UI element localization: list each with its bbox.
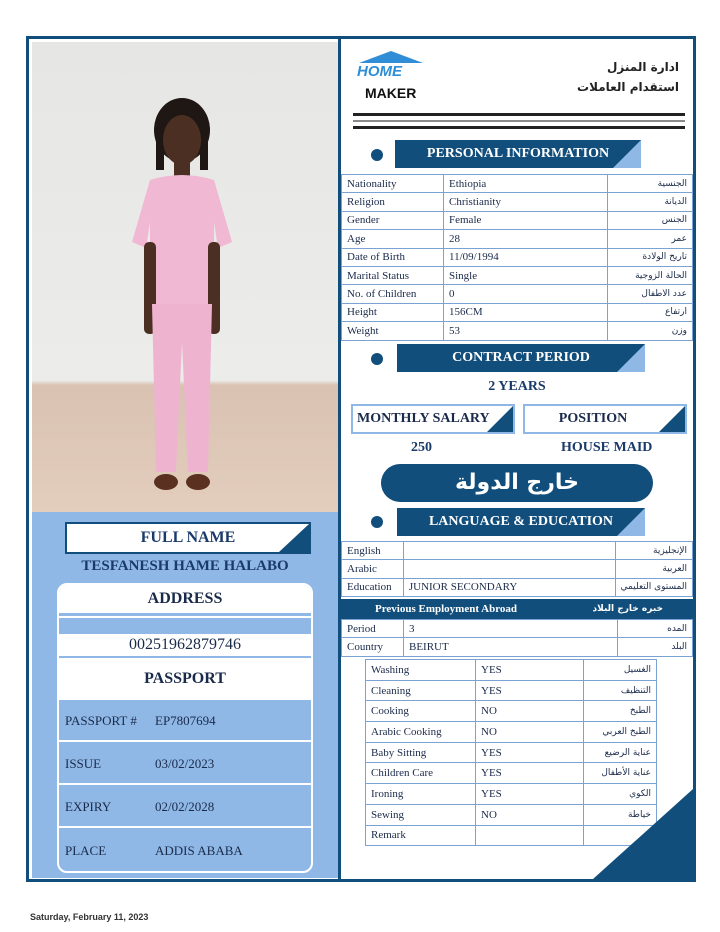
row-label-ar: المده xyxy=(618,620,693,638)
row-value: Ethiopia xyxy=(444,175,608,193)
skill-label: Remark xyxy=(366,825,476,846)
row-value: 11/09/1994 xyxy=(444,248,608,266)
row-label: Marital Status xyxy=(342,266,444,284)
section-title-personal xyxy=(395,140,641,168)
skill-row xyxy=(366,763,657,784)
monthly-salary-box xyxy=(351,404,515,434)
candidate-photo xyxy=(32,42,338,512)
table-row xyxy=(342,322,693,340)
house-roof-icon xyxy=(359,51,423,63)
row-value: 28 xyxy=(444,230,608,248)
table-row xyxy=(342,285,693,303)
passport-row-label: EXPIRY xyxy=(65,799,112,814)
table-row xyxy=(342,560,693,578)
skill-value xyxy=(476,825,584,846)
agency-line: ادارة المنزل xyxy=(607,60,679,74)
row-label-ar: البلد xyxy=(618,638,693,656)
row-value: 53 xyxy=(444,322,608,340)
previous-employment-title: Previous Employment Abroad xyxy=(375,603,517,615)
skill-row xyxy=(366,722,657,743)
table-row xyxy=(342,211,693,229)
position-value: HOUSE MAID xyxy=(561,440,653,455)
skill-label-ar: عناية الأطفال xyxy=(584,763,657,784)
passport-row-label: PASSPORT # xyxy=(65,713,137,728)
header-rule xyxy=(353,113,685,133)
row-label: Height xyxy=(342,303,444,321)
passport-row-label: PLACE xyxy=(65,843,107,858)
address-label: ADDRESS xyxy=(59,585,311,613)
row-value: BEIRUT xyxy=(404,638,618,656)
previous-employment-title-ar: خبره خارج البلاد xyxy=(592,604,663,614)
table-row xyxy=(342,542,693,560)
skill-label-ar: عناية الرضيع xyxy=(584,742,657,763)
row-label: Education xyxy=(342,578,404,596)
row-label: No. of Children xyxy=(342,285,444,303)
table-row xyxy=(342,578,693,596)
passport-row-value: 03/02/2023 xyxy=(155,756,215,771)
table-row xyxy=(342,193,693,211)
agency-name xyxy=(577,57,679,97)
skill-label: Ironing xyxy=(366,784,476,805)
row-label-ar: ارتفاع xyxy=(608,303,693,321)
right-panel xyxy=(341,39,693,879)
previous-employment-table xyxy=(341,619,693,657)
row-label: Date of Birth xyxy=(342,248,444,266)
passport-row-label: ISSUE xyxy=(65,756,102,771)
phone-value: 00251962879746 xyxy=(59,634,311,656)
table-row xyxy=(342,248,693,266)
address-value xyxy=(59,616,311,632)
skill-value: YES xyxy=(476,784,584,805)
row-value: 3 xyxy=(404,620,618,638)
table-row xyxy=(342,175,693,193)
skill-value: NO xyxy=(476,722,584,743)
decorative-triangle xyxy=(659,406,685,432)
row-label: Religion xyxy=(342,193,444,211)
passport-row-value: EP7807694 xyxy=(155,713,216,728)
bullet-icon xyxy=(371,516,383,528)
row-value: Female xyxy=(444,211,608,229)
row-label-ar: المستوى التعليمي xyxy=(615,578,692,596)
skill-label: Sewing xyxy=(366,804,476,825)
row-label-ar: الجنسية xyxy=(608,175,693,193)
skills-section xyxy=(365,659,651,846)
row-value xyxy=(403,542,615,560)
personal-info-table xyxy=(341,174,693,341)
abroad-banner: خارج الدولة xyxy=(381,464,653,502)
skill-value: YES xyxy=(476,742,584,763)
skill-row xyxy=(366,742,657,763)
row-value: JUNIOR SECONDARY xyxy=(403,578,615,596)
footer-date: Saturday, February 11, 2023 xyxy=(30,912,149,922)
decorative-triangle xyxy=(617,344,645,372)
table-row xyxy=(342,230,693,248)
row-label-ar: الإنجليزية xyxy=(615,542,692,560)
skill-row xyxy=(366,680,657,701)
table-row xyxy=(342,303,693,321)
fullname-label-box xyxy=(65,522,311,554)
decorative-triangle xyxy=(617,508,645,536)
row-value: Christianity xyxy=(444,193,608,211)
fullname-value: TESFANESH HAME HALABO xyxy=(81,558,289,574)
skill-row xyxy=(366,660,657,681)
bullet-icon xyxy=(371,149,383,161)
row-label-ar: الحالة الزوجية xyxy=(608,266,693,284)
row-value xyxy=(403,560,615,578)
skill-label: Cleaning xyxy=(366,680,476,701)
skill-value: YES xyxy=(476,763,584,784)
cv-card xyxy=(26,36,696,882)
logo-home-text: HOME xyxy=(357,63,402,80)
table-row xyxy=(342,638,693,656)
homemaker-logo xyxy=(355,51,425,105)
contract-period-value: 2 YEARS xyxy=(488,379,546,394)
section-title-text: LANGUAGE & EDUCATION xyxy=(428,514,614,529)
skill-value: NO xyxy=(476,701,584,722)
skill-row xyxy=(366,701,657,722)
monthly-salary-label: MONTHLY SALARY xyxy=(357,411,490,426)
passport-row-value: 02/02/2028 xyxy=(155,799,215,814)
skill-label-ar: الطبخ العربي xyxy=(584,722,657,743)
logo-maker-text: MAKER xyxy=(365,85,417,101)
fullname-label: FULL NAME xyxy=(140,529,236,546)
decorative-triangle xyxy=(487,406,513,432)
left-panel xyxy=(32,42,338,878)
bullet-icon xyxy=(371,353,383,365)
row-label: Age xyxy=(342,230,444,248)
row-label-ar: عمر xyxy=(608,230,693,248)
agency-line: استقدام العاملات xyxy=(577,80,679,94)
row-label: Weight xyxy=(342,322,444,340)
decorative-triangle xyxy=(613,140,641,168)
row-label: Arabic xyxy=(342,560,404,578)
language-table xyxy=(341,541,693,597)
skill-label: Baby Sitting xyxy=(366,742,476,763)
row-value: 0 xyxy=(444,285,608,303)
decorative-triangle xyxy=(279,524,309,552)
row-value: Single xyxy=(444,266,608,284)
skill-value: NO xyxy=(476,804,584,825)
row-label: Country xyxy=(342,638,404,656)
passport-row xyxy=(59,831,311,871)
passport-row xyxy=(59,745,311,785)
salary-value: 250 xyxy=(411,440,432,455)
passport-row xyxy=(59,702,311,742)
table-row xyxy=(342,266,693,284)
row-label-ar: العربية xyxy=(615,560,692,578)
section-title-language xyxy=(397,508,645,536)
skill-label-ar: خياطة xyxy=(584,804,657,825)
decorative-corner xyxy=(593,789,693,879)
skill-label-ar: الغسيل xyxy=(584,660,657,681)
row-label: Period xyxy=(342,620,404,638)
row-label-ar: الجنس xyxy=(608,211,693,229)
table-row xyxy=(342,620,693,638)
skill-value: YES xyxy=(476,660,584,681)
skill-value: YES xyxy=(476,680,584,701)
candidate-figure xyxy=(32,42,338,512)
row-value: 156CM xyxy=(444,303,608,321)
skill-label: Arabic Cooking xyxy=(366,722,476,743)
row-label: Gender xyxy=(342,211,444,229)
row-label-ar: الديانة xyxy=(608,193,693,211)
row-label: English xyxy=(342,542,404,560)
row-label-ar: تاريخ الولادة xyxy=(608,248,693,266)
passport-row-value: ADDIS ABABA xyxy=(155,843,243,858)
row-label-ar: وزن xyxy=(608,322,693,340)
row-label: Nationality xyxy=(342,175,444,193)
section-title-contract xyxy=(397,344,645,372)
passport-label: PASSPORT xyxy=(59,658,311,700)
skill-label-ar: التنظيف xyxy=(584,680,657,701)
skill-label: Cooking xyxy=(366,701,476,722)
previous-employment-bar xyxy=(341,599,693,619)
skill-label-ar: الكوي xyxy=(584,784,657,805)
section-title-text: PERSONAL INFORMATION xyxy=(426,146,610,161)
position-label: POSITION xyxy=(558,411,628,426)
skill-label: Washing xyxy=(366,660,476,681)
row-label-ar: عدد الاطفال xyxy=(608,285,693,303)
skill-label-ar: الطبخ xyxy=(584,701,657,722)
section-title-text: CONTRACT PERIOD xyxy=(452,350,590,365)
position-box xyxy=(523,404,687,434)
passport-row xyxy=(59,788,311,828)
skill-label: Children Care xyxy=(366,763,476,784)
